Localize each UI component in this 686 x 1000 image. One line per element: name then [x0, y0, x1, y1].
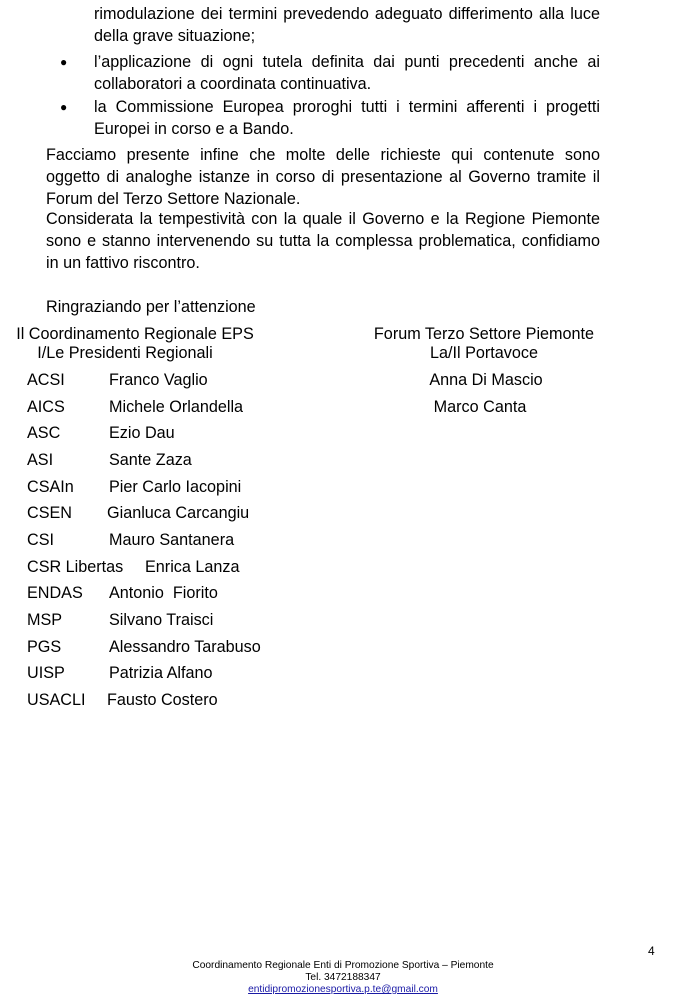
- signer-name: Gianluca Carcangiu: [107, 504, 250, 522]
- footer-email: [0, 984, 686, 996]
- signer-org: CSI: [27, 531, 54, 549]
- signer-name: Antonio Fiorito: [109, 584, 218, 602]
- signer-name: Patrizia Alfano: [109, 664, 213, 682]
- signer-name: Mauro Santanera: [109, 531, 235, 549]
- paragraph-2: Considerata la tempestività con la quale il Governo e la Regione Piemonte sono e stanno intervenendo su tutta la complessa problematica, confidiamo in un fattivo riscontro.: [46, 210, 600, 272]
- signer-org: AICS: [27, 398, 65, 416]
- page-number: 4: [648, 944, 655, 958]
- signer-name: Ezio Dau: [109, 424, 175, 442]
- signer-org: ASI: [27, 451, 54, 469]
- closing: Ringraziando per l’attenzione: [46, 298, 256, 316]
- signer-org: CSR Libertas: [27, 558, 124, 576]
- footer-line-1: Coordinamento Regionale Enti di Promozione Sportiva – Piemonte: [192, 960, 494, 971]
- signer-org: ENDAS: [27, 584, 83, 602]
- signer-name: Alessandro Tarabuso: [109, 638, 261, 656]
- signer-org: USACLI: [27, 691, 86, 709]
- bullet-text: l’applicazione di ogni tutela definita dai punti precedenti anche ai collaboratori a coordinata continuativa.: [94, 53, 600, 93]
- signer-org: ASC: [27, 424, 61, 442]
- continued-item: rimodulazione dei termini prevedendo adeguato differimento alla luce della grave situazione;: [94, 5, 600, 45]
- right-signer-0: Anna Di Mascio: [429, 371, 543, 389]
- signer-name: Fausto Costero: [107, 691, 218, 709]
- signer-name: Pier Carlo Iacopini: [109, 478, 242, 496]
- footer-email-link[interactable]: entidipromozionesportiva.p.te@gmail.com: [248, 984, 438, 995]
- bullet-dot-icon: ●: [60, 100, 68, 114]
- left-signature-title: Il Coordinamento Regionale EPS: [16, 325, 254, 343]
- bullet-text: la Commissione Europea proroghi tutti i termini afferenti i progetti Europei in corso e a Bando.: [94, 98, 600, 138]
- footer-line-2: Tel. 3472188347: [305, 972, 381, 983]
- signer-name: Sante Zaza: [109, 451, 192, 469]
- signer-org: UISP: [27, 664, 65, 682]
- signer-name: Enrica Lanza: [145, 558, 240, 576]
- signer-name: Franco Vaglio: [109, 371, 208, 389]
- right-signer-1: Marco Canta: [433, 398, 527, 416]
- right-signature-title: Forum Terzo Settore Piemonte: [373, 325, 595, 343]
- signer-org: MSP: [27, 611, 63, 629]
- bullet-dot-icon: ●: [60, 55, 68, 69]
- right-signature-subtitle: La/Il Portavoce: [430, 344, 538, 362]
- signer-org: PGS: [27, 638, 62, 656]
- signer-org: ACSI: [27, 371, 65, 389]
- signer-org: CSAIn: [27, 478, 74, 496]
- left-signature-subtitle: I/Le Presidenti Regionali: [37, 344, 213, 362]
- signer-org: CSEN: [27, 504, 72, 522]
- paragraph-1: Facciamo presente infine che molte delle richieste qui contenute sono oggetto di analoghe istanze in corso di presentazione al Governo tramite il Forum del Terzo Settore Nazionale.: [46, 146, 600, 208]
- signer-name: Silvano Traisci: [109, 611, 214, 629]
- signer-name: Michele Orlandella: [109, 398, 244, 416]
